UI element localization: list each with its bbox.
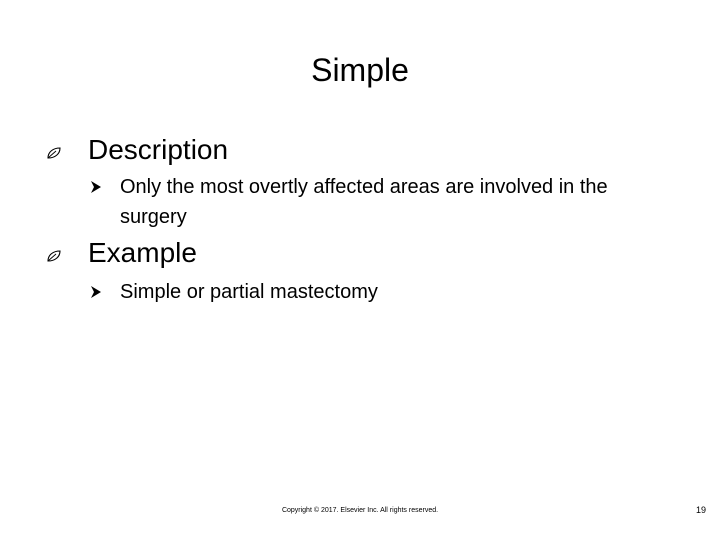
bullet-item-example — [46, 237, 197, 269]
slide-title: Simple — [311, 52, 409, 88]
bullet-leaf-icon — [46, 134, 88, 166]
bullet-leaf-icon — [46, 237, 88, 269]
page-number: 19 — [695, 505, 706, 515]
bullet-item-description — [46, 134, 228, 166]
bullet-label-example: Example — [88, 237, 197, 268]
arrowhead-bullet-icon — [90, 172, 120, 202]
arrowhead-bullet-icon — [90, 277, 120, 307]
bullet-label-description: Description — [88, 134, 229, 165]
sub-bullet-label: Simple or partial mastectomy — [120, 281, 378, 303]
sub-bullet-item — [90, 277, 670, 307]
sub-bullet-item — [90, 172, 670, 232]
sub-bullet-label: Only the most overtly affected areas are involved in the surgery — [120, 176, 608, 228]
footer-copyright: Copyright © 2017. Elsevier Inc. All rights reserved. — [281, 507, 439, 514]
